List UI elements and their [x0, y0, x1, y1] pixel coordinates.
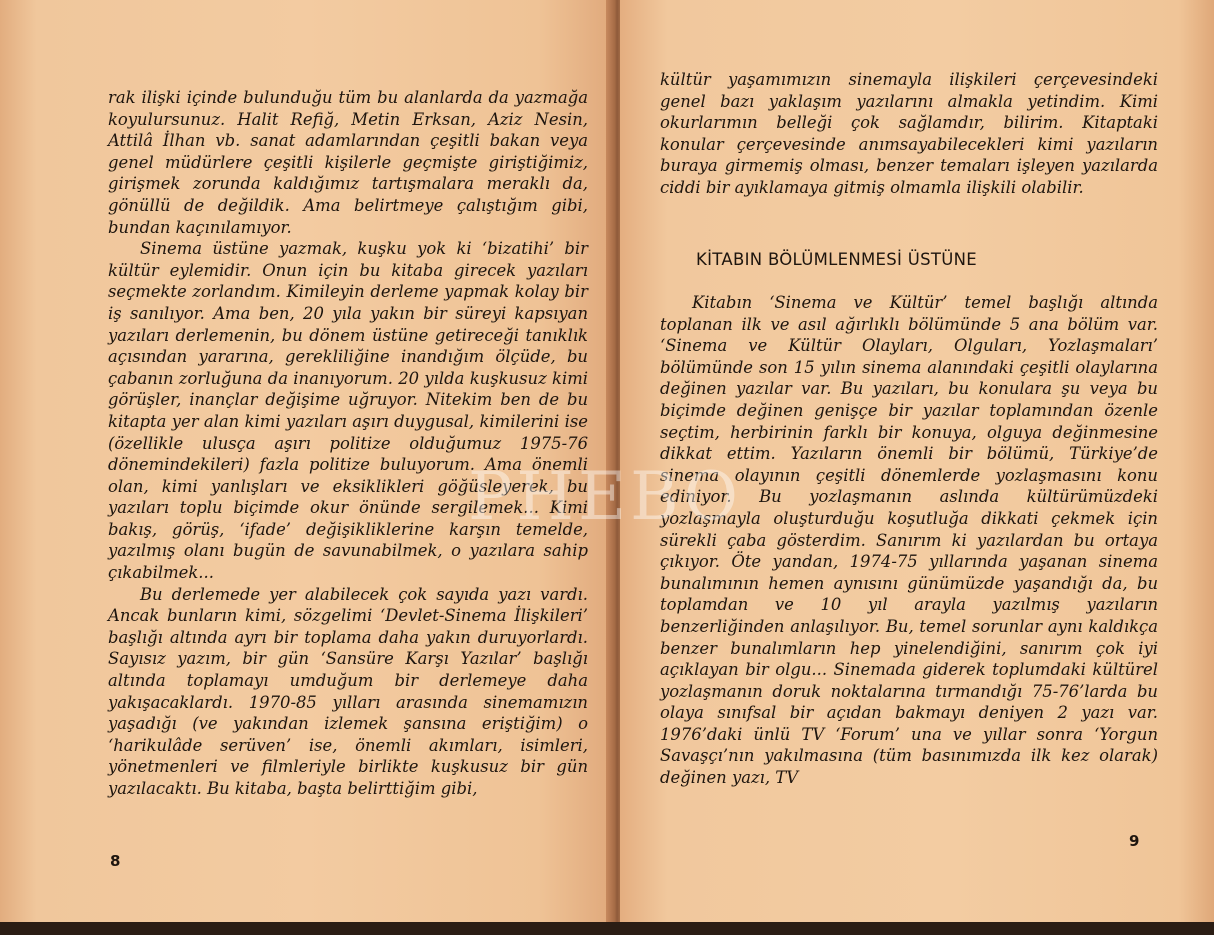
- bottom-edge: [0, 922, 1214, 935]
- right-paragraph-2: Kitabın ‘Sinema ve Kültür’ temel başlığı altında toplanan ilk ve asıl ağırlıklı bölümünde 5 ana bölüm var. ‘Sinema ve Kültür Olayları, Olguları, Yozlaşmaları’ bölümünde son 15 yılın sinema alanındaki çeşitli olaylarına değinen yazılar var. Bu yazıları, bu konulara şu veya bu biçimde değinen genişçe bir yazılar toplamından özenle seçtim, herbirinin farklı bir konuya, olguya değinmesine dikkat ettim. Yazıların önemli bir bölümü, Türkiye’de sinema olayının çeşitli dönemlerde yozlaşmasını konu ediniyor. Bu yozlaşmanın aslında kültürümüzdeki yozlaşmayla oluşturduğu koşutluğa dikkati çekmek için sürekli çaba gösterdim. Sanırım ki yazılardan bu ortaya çıkıyor. Öte yandan, 1974-75 yıllarında yaşanan sinema bunalımının hemen aynısını günümüzde yaşandığı da, bu toplamdan ve 10 yıl arayla yazılmış yazıların benzerliğinden anlaşılıyor. Bu, temel sorunlar aynı kaldıkça benzer bunalımların hep yinelendiğini, sanırım çok iyi açıklayan bir olgu... Sinemada giderek toplumdaki kültürel yozlaşmanın doruk noktalarına tırmandığı 75-76’larda bu olaya sınıfsal bir açıdan bakmayı deniyen 2 yazı var. 1976’daki ünlü TV ‘Forum’ una ve yıllar sonra ‘Yorgun Savaşçı’nın yakılmasına (tüm basınımızda ilk kez olarak) değinen yazı, TV: [660, 293, 1158, 788]
- right-page-intro: [660, 69, 1158, 199]
- right-page: [620, 0, 1214, 925]
- watermark: PHEBO: [468, 458, 742, 535]
- left-paragraph-2: Sinema üstüne yazmak, kuşku yok ki ‘bizatihi’ bir kültür eylemidir. Onun için bu kitaba girecek yazıları seçmekte zorlandım. Kimileyin derleme yapmak kolay bir iş sanılıyor. Ama ben, 20 yıla yakın bir süreyi kapsıyan yazıları derlemenin, bu dönem üstüne getireceği tanıklık açısından yararına, gerekliliğine inandığım ölçüde, bu çabanın zorluğuna da inanıyorum. 20 yılda kuşkusuz kimi görüşler, inançlar değişime uğruyor. Nitekim ben de bu kitapta yer alan kimi yazıları aşırı duygusal, kimilerini ise (özellikle ulusça aşırı politize olduğumuz 1975-76 dönemindekileri) fazla politize buluyorum. Ama önemli olan, kimi yanlışları ve eksiklikleri göğüsleyerek, bu yazıları toplu biçimde okur önünde sergilemek... Kimi bakış, görüş, ‘ifade’ değişikliklerine karşın temelde, yazılmış olanı bugün de savunabilmek, o yazılara sahip çıkabilmek...: [108, 239, 588, 583]
- left-page-number: 8: [110, 852, 121, 870]
- right-page-number: 9: [1129, 832, 1140, 850]
- left-paragraph-1: rak ilişki içinde bulunduğu tüm bu alanlarda da yazmağa koyulursunuz. Halit Refiğ, Metin Erksan, Aziz Nesin, Attilâ İlhan vb. sanat adamlarından çeşitli bakan veya genel müdürlere çeşitli kişilerle geçmişte giriştiğimiz, girişmek zorunda kaldığımız tartışmalara meraklı da, gönüllü de değildik. Ama belirtmeye çalıştığım gibi, bundan kaçınılamıyor.: [108, 88, 588, 237]
- right-page-section-text: [660, 292, 1158, 789]
- right-paragraph-1: kültür yaşamımızın sinemayla ilişkileri çerçevesindeki genel bazı yaklaşım yazılarını almakla yetindim. Kimi okurlarımın belleği çok sağlamdır, bilirim. Kitaptaki konular çerçevesinde anımsayabilecekleri kimi yazıların buraya girmemiş olması, benzer temaları işleyen yazılarda ciddi bir ayıklamaya gitmiş olmamla ilişkili olabilir.: [660, 70, 1158, 197]
- left-paragraph-3: Bu derlemede yer alabilecek çok sayıda yazı vardı. Ancak bunların kimi, sözgelimi ‘Devlet-Sinema İlişkileri’ başlığı altında ayrı bir toplama daha yakın duruyorlardı. Sayısız yazım, bir gün ‘Sansüre Karşı Yazılar’ başlığı altında toplamayı umduğum bir derlemeye daha yakışacaklardı. 1970-85 yılları arasında sinemamızın yaşadığı (ve yakından izlemek şansına eriştiğim) o ‘harikulâde serüven’ ise, önemli akımları, isimleri, yönetmenleri ve filmleriyle birlikte kuşkusuz bir gün yazılacaktı. Bu kitaba, başta belirttiğim gibi,: [108, 584, 588, 798]
- left-page-text: [108, 87, 588, 800]
- left-page: [0, 0, 612, 925]
- section-heading: KİTABIN BÖLÜMLENMESİ ÜSTÜNE: [696, 250, 978, 269]
